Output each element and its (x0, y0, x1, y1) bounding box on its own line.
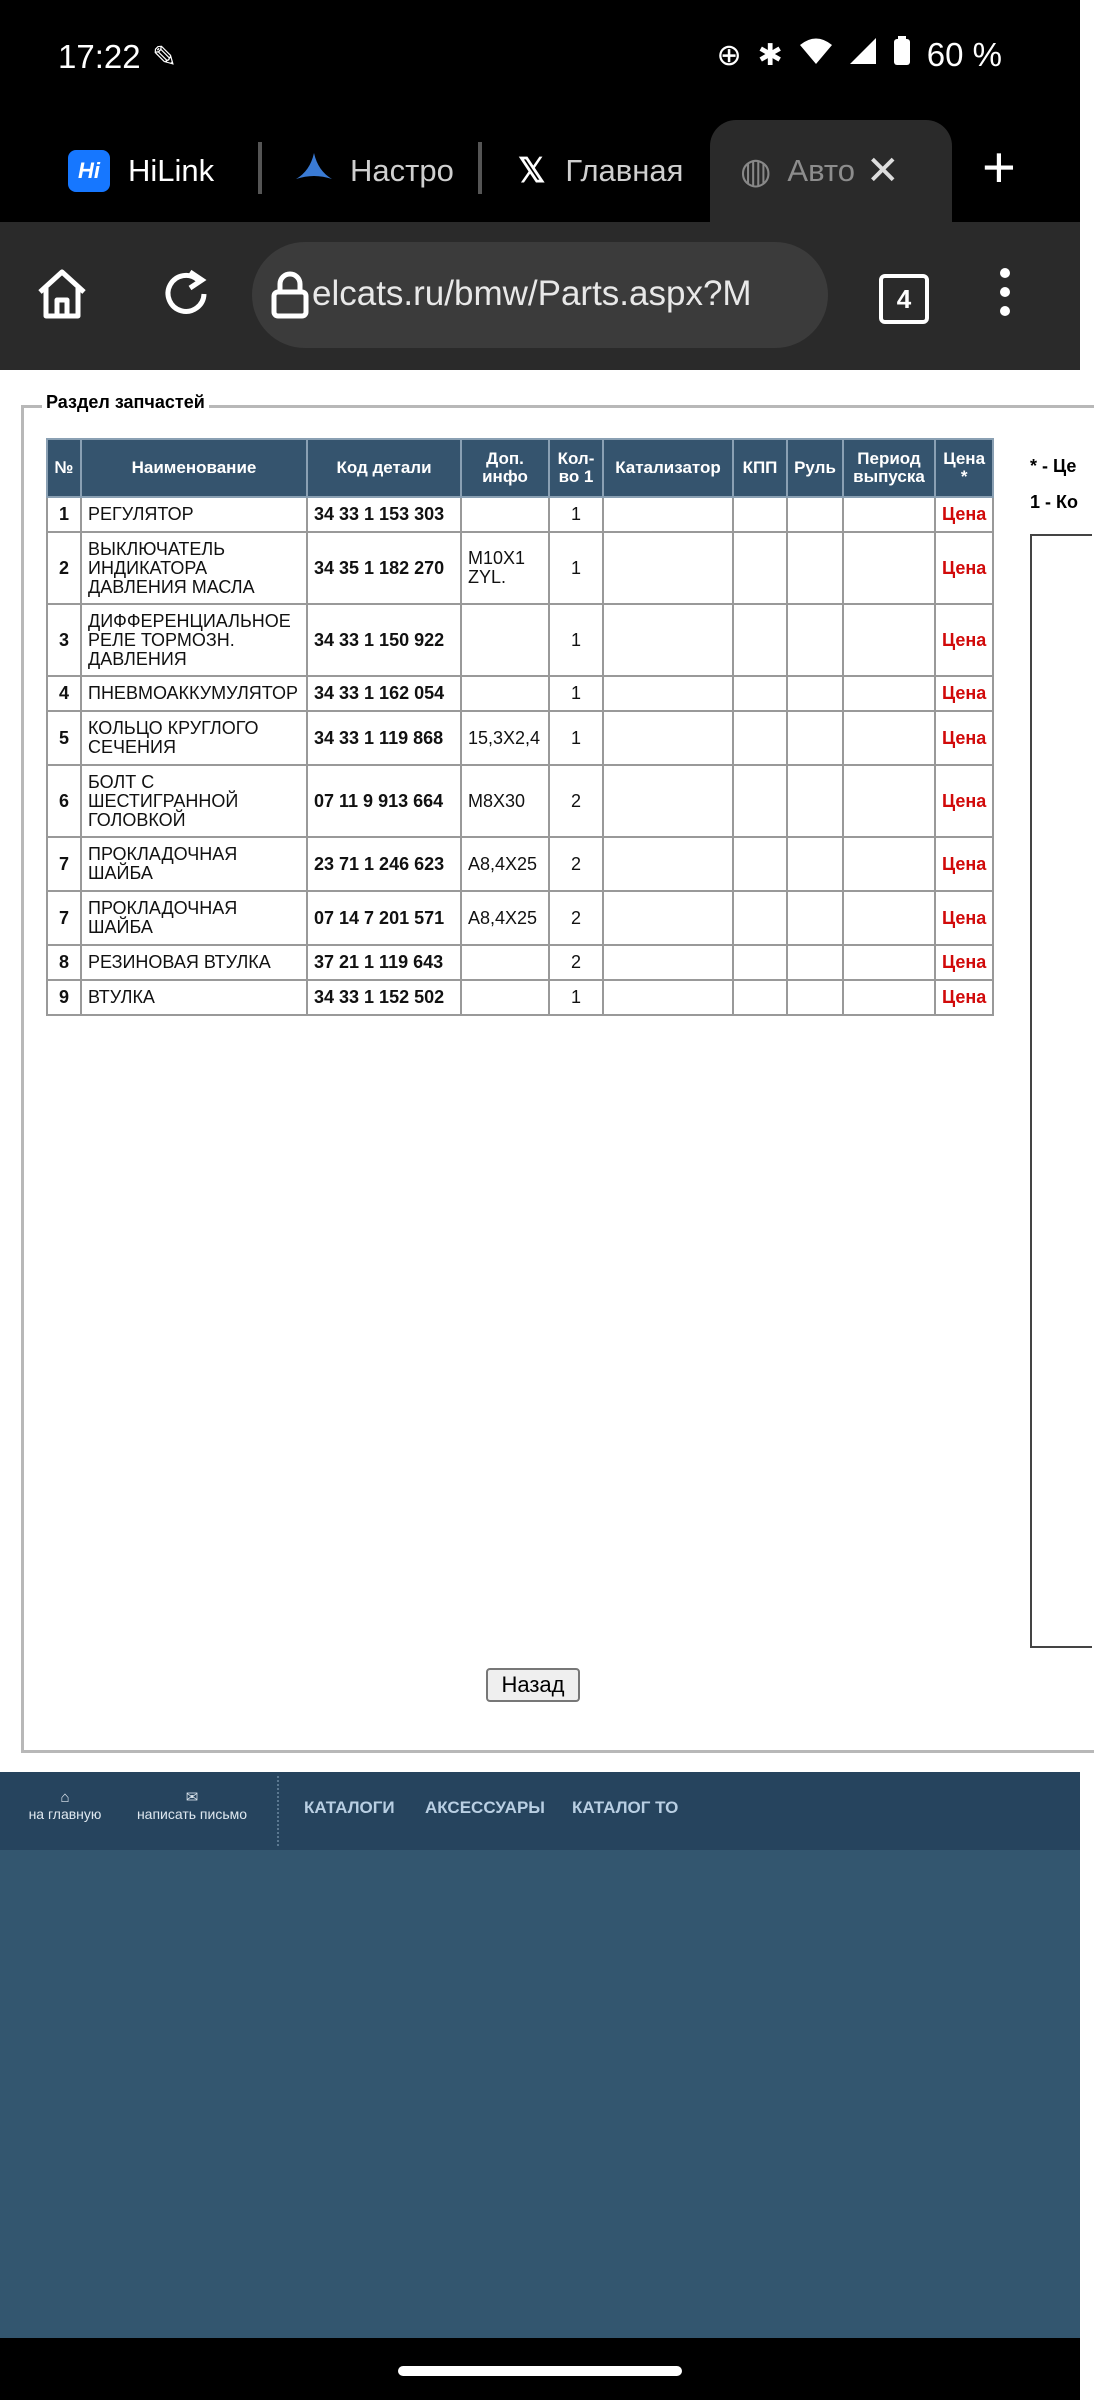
back-button[interactable]: Назад (486, 1668, 580, 1702)
row-steering (787, 604, 843, 676)
col-period: Период выпуска (843, 439, 935, 497)
row-gearbox (733, 837, 787, 891)
col-steering: Руль (787, 439, 843, 497)
row-period (843, 711, 935, 765)
col-qty: Кол-во 1 (549, 439, 603, 497)
row-period (843, 891, 935, 945)
row-qty: 1 (549, 604, 603, 676)
row-code: 34 33 1 150 922 (307, 604, 461, 676)
row-num: 9 (47, 980, 81, 1015)
row-catalyst (603, 604, 733, 676)
row-code: 34 33 1 119 868 (307, 711, 461, 765)
row-steering (787, 676, 843, 711)
row-qty: 1 (549, 711, 603, 765)
row-steering (787, 497, 843, 532)
footer-link-accessories[interactable]: АКСЕССУАРЫ (425, 1798, 545, 1817)
row-qty: 2 (549, 765, 603, 837)
row-code: 23 71 1 246 623 (307, 837, 461, 891)
tab-count-button[interactable]: 4 (879, 274, 929, 324)
footer-link-catalogs[interactable]: КАТАЛОГИ (304, 1798, 395, 1817)
row-info (461, 676, 549, 711)
col-price: Цена * (935, 439, 993, 497)
reload-icon[interactable] (160, 268, 212, 325)
row-gearbox (733, 980, 787, 1015)
price-link[interactable]: Цена (935, 497, 993, 532)
row-num: 1 (47, 497, 81, 532)
col-name: Наименование (81, 439, 307, 497)
wifi-icon (799, 37, 833, 73)
address-bar-area (0, 222, 1080, 370)
table-row (47, 711, 993, 765)
row-name: ДИФФЕРЕНЦИАЛЬНОЕ РЕЛЕ ТОРМОЗН. ДАВЛЕНИЯ (81, 604, 307, 676)
table-row (47, 837, 993, 891)
row-qty: 2 (549, 837, 603, 891)
row-name: РЕЗИНОВАЯ ВТУЛКА (81, 945, 307, 980)
row-gearbox (733, 945, 787, 980)
col-catalyst: Катализатор (603, 439, 733, 497)
row-name: ПНЕВМОАККУМУЛЯТОР (81, 676, 307, 711)
new-tab-icon[interactable]: + (982, 135, 1016, 200)
price-link[interactable]: Цена (935, 532, 993, 604)
row-catalyst (603, 980, 733, 1015)
row-gearbox (733, 765, 787, 837)
row-name: ПРОКЛАДОЧНАЯ ШАЙБА (81, 837, 307, 891)
row-gearbox (733, 497, 787, 532)
row-info: A8,4X25 (461, 891, 549, 945)
price-link[interactable]: Цена (935, 604, 993, 676)
signal-icon (849, 37, 877, 73)
row-name: БОЛТ С ШЕСТИГРАННОЙ ГОЛОВКОЙ (81, 765, 307, 837)
row-code: 34 33 1 153 303 (307, 497, 461, 532)
row-period (843, 765, 935, 837)
row-name: РЕГУЛЯТОР (81, 497, 307, 532)
close-tab-icon[interactable]: ✕ (866, 149, 900, 193)
row-period (843, 604, 935, 676)
sync-icon: ⊕ (716, 38, 742, 72)
row-info: A8,4X25 (461, 837, 549, 891)
footer-body (0, 1850, 1080, 2338)
row-qty: 2 (549, 891, 603, 945)
footer-home-link[interactable]: ⌂ на главную (20, 1790, 110, 1822)
row-num: 2 (47, 532, 81, 604)
row-period (843, 980, 935, 1015)
row-qty: 1 (549, 532, 603, 604)
price-link[interactable]: Цена (935, 891, 993, 945)
table-row (47, 945, 993, 980)
row-code: 34 33 1 162 054 (307, 676, 461, 711)
status-icons (717, 36, 1003, 74)
footnote-price: * - Це (1030, 456, 1077, 476)
row-name: ПРОКЛАДОЧНАЯ ШАЙБА (81, 891, 307, 945)
row-catalyst (603, 497, 733, 532)
hilink-logo-icon: Hi (68, 150, 110, 192)
row-code: 07 11 9 913 664 (307, 765, 461, 837)
row-code: 34 35 1 182 270 (307, 532, 461, 604)
row-catalyst (603, 676, 733, 711)
row-info: M8X30 (461, 765, 549, 837)
row-period (843, 532, 935, 604)
status-time: 17:22 (58, 38, 141, 75)
col-code: Код детали (307, 439, 461, 497)
row-qty: 2 (549, 945, 603, 980)
table-row (47, 676, 993, 711)
url-text[interactable]: elcats.ru/bmw/Parts.aspx?M (312, 274, 752, 313)
row-num: 3 (47, 604, 81, 676)
row-catalyst (603, 837, 733, 891)
col-gearbox: КПП (733, 439, 787, 497)
tab-separator (478, 142, 482, 194)
row-num: 7 (47, 837, 81, 891)
row-num: 5 (47, 711, 81, 765)
tab-main[interactable]: 𝕏 Главная (518, 152, 684, 190)
footer-divider (277, 1776, 279, 1846)
row-num: 4 (47, 676, 81, 711)
row-steering (787, 980, 843, 1015)
tab-strip (0, 120, 1080, 222)
table-row (47, 532, 993, 604)
table-row (47, 891, 993, 945)
more-menu-icon[interactable] (998, 268, 1012, 325)
col-info: Доп. инфо (461, 439, 549, 497)
row-code: 07 14 7 201 571 (307, 891, 461, 945)
row-name: ВТУЛКА (81, 980, 307, 1015)
row-name: КОЛЬЦО КРУГЛОГО СЕЧЕНИЯ (81, 711, 307, 765)
home-icon[interactable] (34, 266, 90, 325)
pencil-icon: ✎ (152, 41, 178, 74)
row-info (461, 980, 549, 1015)
bluetooth-icon: ✱ (757, 38, 783, 72)
row-gearbox (733, 532, 787, 604)
row-catalyst (603, 891, 733, 945)
price-link[interactable]: Цена (935, 837, 993, 891)
row-code: 37 21 1 119 643 (307, 945, 461, 980)
row-gearbox (733, 891, 787, 945)
row-qty: 1 (549, 497, 603, 532)
price-link[interactable]: Цена (935, 945, 993, 980)
row-num: 8 (47, 945, 81, 980)
tab-settings[interactable]: Настро (292, 120, 444, 222)
table-row (47, 604, 993, 676)
table-row (47, 497, 993, 532)
table-row (47, 980, 993, 1015)
row-period (843, 676, 935, 711)
tab-auto-active[interactable]: ◍ Авто ✕ (710, 120, 952, 222)
row-info (461, 604, 549, 676)
illustration-frame (1030, 534, 1092, 1648)
footer-link-maintenance[interactable]: КАТАЛОГ ТО (572, 1798, 679, 1817)
row-catalyst (603, 765, 733, 837)
row-period (843, 945, 935, 980)
row-info: 15,3X2,4 (461, 711, 549, 765)
row-code: 34 33 1 152 502 (307, 980, 461, 1015)
tab-separator (258, 142, 262, 194)
row-steering (787, 711, 843, 765)
row-period (843, 497, 935, 532)
lock-icon[interactable] (270, 270, 310, 325)
price-link[interactable]: Цена (935, 765, 993, 837)
row-num: 7 (47, 891, 81, 945)
mail-icon: ✉ (185, 1789, 199, 1806)
price-link[interactable]: Цена (935, 676, 993, 711)
row-steering (787, 532, 843, 604)
section-legend: Раздел запчастей (42, 392, 209, 413)
row-period (843, 837, 935, 891)
row-steering (787, 765, 843, 837)
price-link[interactable]: Цена (935, 980, 993, 1015)
row-steering (787, 837, 843, 891)
row-num: 6 (47, 765, 81, 837)
tab-hilink[interactable]: Hi HiLink (68, 120, 258, 222)
footer-mail-link[interactable]: ✉ написать письмо (126, 1790, 258, 1822)
row-qty: 1 (549, 980, 603, 1015)
row-steering (787, 891, 843, 945)
row-catalyst (603, 945, 733, 980)
col-num: № (47, 439, 81, 497)
status-bar (0, 0, 1080, 120)
battery-icon (893, 36, 911, 74)
row-info (461, 945, 549, 980)
x-logo-icon: 𝕏 (518, 152, 546, 190)
home-gesture-pill[interactable] (398, 2366, 682, 2376)
row-catalyst (603, 532, 733, 604)
row-steering (787, 945, 843, 980)
parts-table (46, 438, 994, 1016)
row-name: ВЫКЛЮЧАТЕЛЬ ИНДИКАТОРА ДАВЛЕНИЯ МАСЛА (81, 532, 307, 604)
row-gearbox (733, 676, 787, 711)
row-gearbox (733, 604, 787, 676)
battery-percent: 60 % (926, 36, 1002, 73)
row-catalyst (603, 711, 733, 765)
row-info: M10X1 ZYL. (461, 532, 549, 604)
price-link[interactable]: Цена (935, 711, 993, 765)
home-icon: ⌂ (60, 1789, 70, 1806)
row-qty: 1 (549, 676, 603, 711)
row-info (461, 497, 549, 532)
footnote-qty: 1 - Ко (1030, 492, 1078, 512)
table-header-row (47, 439, 993, 497)
globe-icon: ◍ (740, 150, 772, 191)
table-row (47, 765, 993, 837)
settings-favicon-icon (292, 149, 336, 193)
row-gearbox (733, 711, 787, 765)
